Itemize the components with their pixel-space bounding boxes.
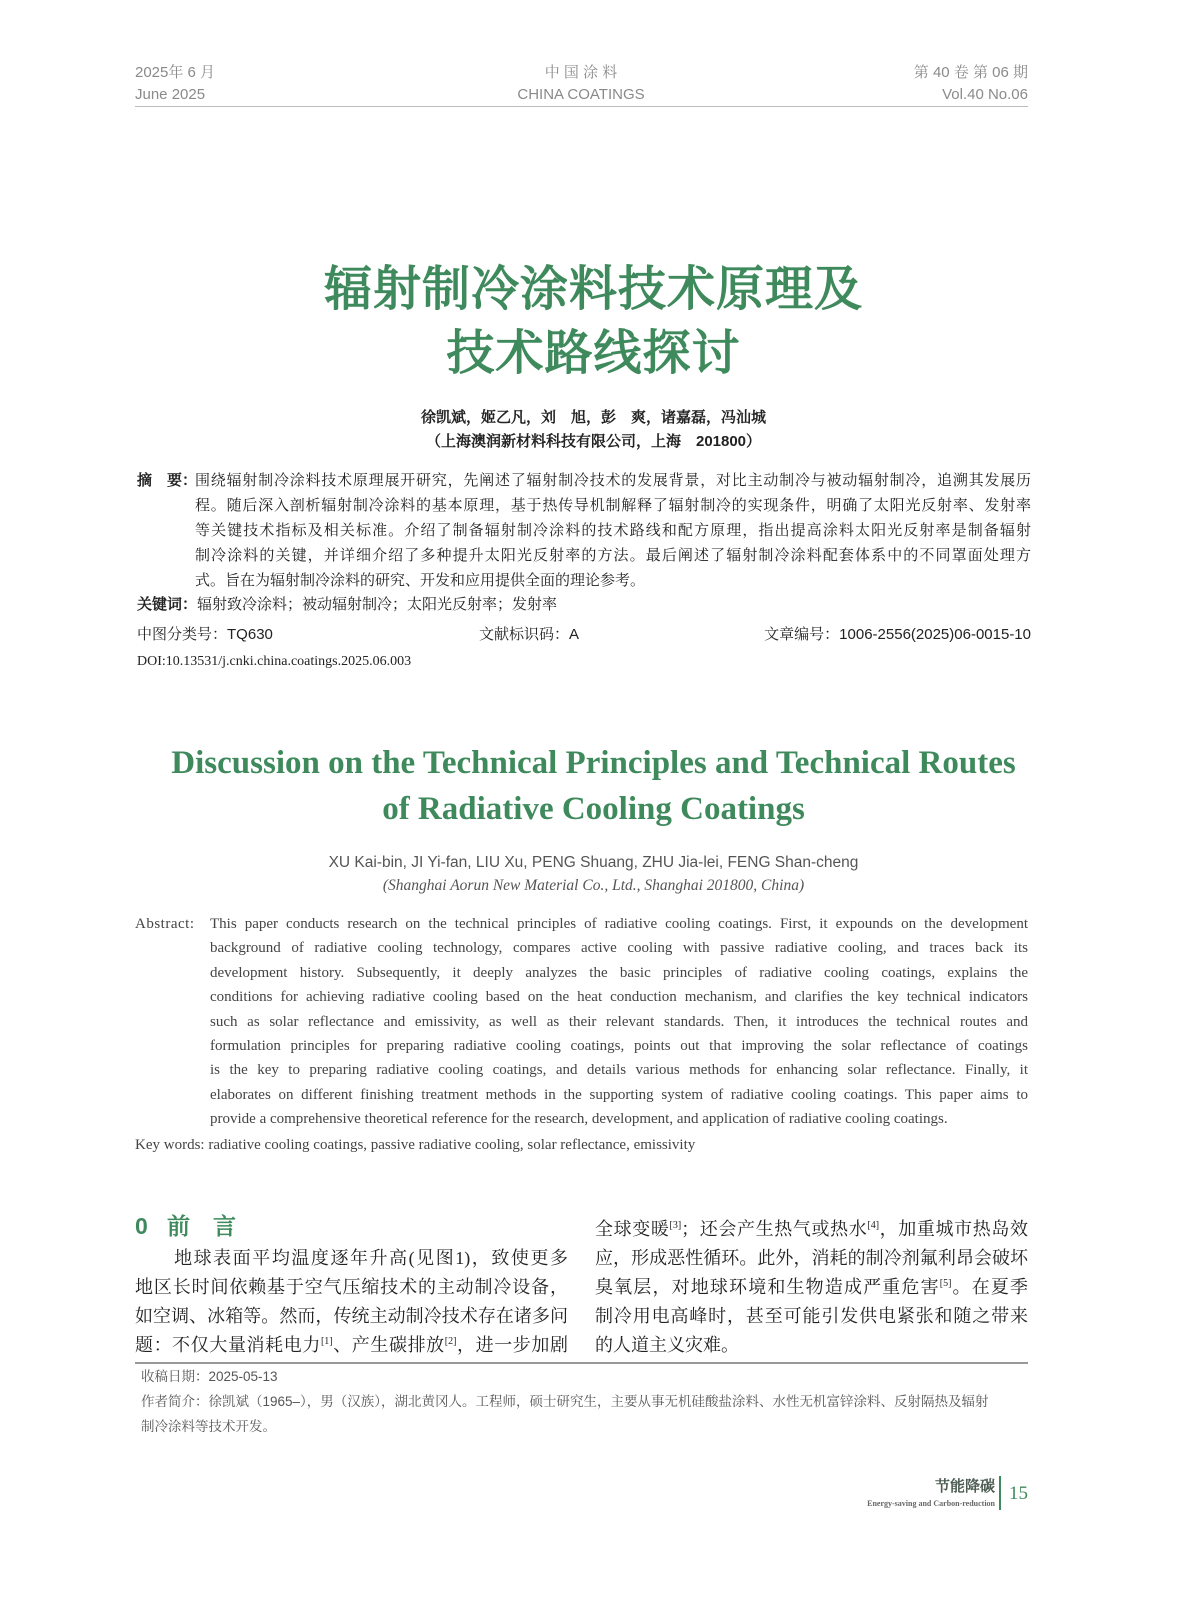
date-cn: 2025年 6 月 bbox=[135, 64, 216, 81]
keywords-en-label: Key words: bbox=[135, 1137, 205, 1153]
section-heading bbox=[135, 1210, 236, 1242]
body-line bbox=[595, 1215, 1028, 1244]
abstract-line: 等关键技术指标及相关标准。介绍了制备辐射制冷涂料的技术路线和配方原理，指出提高涂料太阳光反射率是制备辐射 bbox=[195, 522, 1031, 539]
abstract-line: This paper conducts research on the technical principles of radiative cooling coatings. First, it expounds on the development bbox=[210, 916, 1028, 932]
doc-code-value: A bbox=[569, 626, 580, 643]
abstract-line: conditions for achieving radiative cooling based on the heat conduction mechanism, and clarifies the key technical indicators bbox=[210, 989, 1028, 1006]
authors-en: XU Kai-bin, JI Yi-fan, LIU Xu, PENG Shuang, ZHU Jia-lei, FENG Shan-cheng bbox=[328, 854, 859, 871]
keywords-en-text: radiative cooling coatings, passive radiative cooling, solar reflectance, emissivity bbox=[208, 1137, 696, 1153]
abstract-line: formulation principles for preparing radiative cooling coatings, points out that improving the solar reflectance of coatings bbox=[210, 1038, 1028, 1055]
footer-divider bbox=[999, 1476, 1001, 1510]
body-text: ，进一步加剧 bbox=[456, 1335, 568, 1355]
body-line: 地区长时间依赖基于空气压缩技术的主动制冷设备， bbox=[135, 1277, 568, 1297]
citation-ref[interactable]: [5] bbox=[939, 1278, 952, 1289]
abstract-line: background of radiative cooling technology, compares active cooling with passive radiative cooling, and traces back its bbox=[210, 940, 1028, 957]
abstract-cn bbox=[195, 468, 1031, 593]
classification-value: TQ630 bbox=[227, 626, 273, 643]
abstract-line: is the key to preparing radiative cooling coatings, and details various methods for enhancing solar reflectance. Finally, it bbox=[210, 1062, 1028, 1079]
citation-ref[interactable]: [3] bbox=[669, 1220, 682, 1231]
abstract-line: 制冷涂料的关键，并详细介绍了多种提升太阳光反射率的方法。最后阐述了辐射制冷涂料配套体系中的不同罩面处理方 bbox=[195, 547, 1031, 564]
body-column-left bbox=[135, 1244, 568, 1360]
body-line: 地球表面平均温度逐年升高(见图1)，致使更多 bbox=[135, 1248, 568, 1268]
classification-label: 中图分类号： bbox=[137, 626, 228, 643]
title-cn-line: 辐射制冷涂料技术原理及 bbox=[323, 263, 863, 316]
article-no-label: 文章编号： bbox=[764, 626, 840, 643]
abstract-line: such as solar reflectance and emissivity, as well as their relevant standards. Then, it introduces the technical routes and bbox=[210, 1013, 1028, 1030]
affiliation-en: (Shanghai Aorun New Material Co., Ltd., Shanghai 201800, China) bbox=[382, 877, 805, 894]
body-text: 全球变暖 bbox=[595, 1219, 670, 1239]
keywords-en bbox=[135, 1133, 695, 1157]
journal-en: CHINA COATINGS bbox=[517, 86, 645, 103]
volume-cn: 第 40 卷 第 06 期 bbox=[913, 64, 1028, 81]
citation-ref[interactable]: [4] bbox=[867, 1220, 880, 1231]
title-en-line: Discussion on the Technical Principles and Technical Routes bbox=[171, 745, 1016, 781]
footnotes bbox=[141, 1364, 1031, 1439]
abstract-en bbox=[210, 912, 1028, 1132]
abstract-line: 式。旨在为辐射制冷涂料的研究、开发和应用提供全面的理论参考。 bbox=[195, 572, 646, 589]
article-no-value: 1006-2556(2025)06-0015-10 bbox=[839, 626, 1031, 643]
received-date: 收稿日期：2025-05-13 bbox=[141, 1369, 278, 1384]
article-number bbox=[764, 622, 1031, 647]
document-code bbox=[479, 622, 579, 647]
header-rule bbox=[135, 106, 1028, 107]
body-text: 臭氧层，对地球环境和生物造成严重危害 bbox=[595, 1277, 940, 1297]
doi[interactable]: DOI:10.13531/j.cnki.china.coatings.2025.06.003 bbox=[137, 654, 412, 669]
abstract-line: provide a comprehensive theoretical reference for the research, development, and application of radiative cooling coatings. bbox=[210, 1111, 948, 1128]
body-text: ；还会产生热气或热水 bbox=[681, 1219, 868, 1239]
column-cn: 节能降碳 bbox=[934, 1478, 995, 1495]
body-line: 应，形成恶性循环。此外，消耗的制冷剂氟利昂会破坏 bbox=[595, 1248, 1028, 1268]
header-volume bbox=[914, 62, 1028, 106]
doc-code-label: 文献标识码： bbox=[479, 626, 570, 643]
section-title: 前 言 bbox=[166, 1213, 236, 1239]
section-number: 0 bbox=[135, 1213, 148, 1239]
citation-ref[interactable]: [1] bbox=[320, 1336, 333, 1347]
abstract-en-label: Abstract: bbox=[135, 916, 195, 932]
body-line: 制冷用电高峰时，甚至可能引发供电紧张和随之带来 bbox=[595, 1306, 1028, 1326]
author-bio-line: 作者简介：徐凯斌（1965–），男（汉族），湖北黄冈人。工程师，硕士研究生，主要从事无机硅酸盐涂料、水性无机富锌涂料、反射隔热及辐射 bbox=[141, 1394, 989, 1409]
volume-en: Vol.40 No.06 bbox=[942, 86, 1028, 103]
column-en: Energy-saving and Carbon-reduction bbox=[867, 1499, 995, 1508]
title-cn-line: 技术路线探讨 bbox=[446, 327, 741, 380]
authors-cn: 徐凯斌，姬乙凡，刘 旭，彭 爽，诸嘉磊，冯汕城 bbox=[420, 409, 766, 426]
body-text: ，加重城市热岛效 bbox=[879, 1219, 1028, 1239]
body-line bbox=[595, 1273, 1028, 1302]
keywords-cn bbox=[137, 592, 557, 617]
author-bio-line: 制冷涂料等技术开发。 bbox=[141, 1419, 276, 1434]
body-text: 、产生碳排放 bbox=[332, 1335, 445, 1355]
abstract-line: development history. Subsequently, it deeply analyzes the basic principles of radiative cooling coatings, explains the bbox=[210, 964, 1028, 981]
date-en: June 2025 bbox=[135, 86, 206, 103]
abstract-line: 围绕辐射制冷涂料技术原理展开研究，先阐述了辐射制冷技术的发展背景，对比主动制冷与被动辐射制冷，追溯其发展历 bbox=[195, 472, 1031, 489]
keywords-cn-label: 关键词： bbox=[137, 596, 198, 613]
affiliation-cn: （上海澳润新材料科技有限公司，上海 201800） bbox=[425, 433, 762, 450]
footer-column bbox=[867, 1476, 995, 1510]
body-text: 题：不仅大量消耗电力 bbox=[135, 1335, 321, 1355]
title-en bbox=[0, 740, 1187, 832]
body-text: 。在夏季 bbox=[951, 1277, 1028, 1297]
title-cn bbox=[0, 258, 1187, 386]
classification bbox=[137, 622, 273, 647]
abstract-cn-label: 摘 要： bbox=[137, 472, 198, 489]
abstract-line: 程。随后深入剖析辐射制冷涂料的基本原理，基于热传导机制解释了辐射制冷的实现条件，明确了太阳光反射率、发射率 bbox=[195, 497, 1031, 514]
page-number: 15 bbox=[1009, 1483, 1028, 1504]
abstract-line: elaborates on different finishing treatment methods in the supporting system of radiative cooling coatings. This paper aims to bbox=[210, 1086, 1028, 1103]
citation-ref[interactable]: [2] bbox=[444, 1336, 457, 1347]
body-column-right bbox=[595, 1215, 1028, 1360]
keywords-cn-text: 辐射致冷涂料；被动辐射制冷；太阳光反射率；发射率 bbox=[197, 596, 558, 613]
body-line: 如空调、冰箱等。然而，传统主动制冷技术存在诸多问 bbox=[135, 1306, 568, 1326]
journal-cn: 中 国 涂 料 bbox=[544, 64, 618, 81]
body-line bbox=[135, 1331, 568, 1360]
title-en-line: of Radiative Cooling Coatings bbox=[382, 791, 805, 827]
body-line: 的人道主义灾难。 bbox=[595, 1335, 739, 1355]
